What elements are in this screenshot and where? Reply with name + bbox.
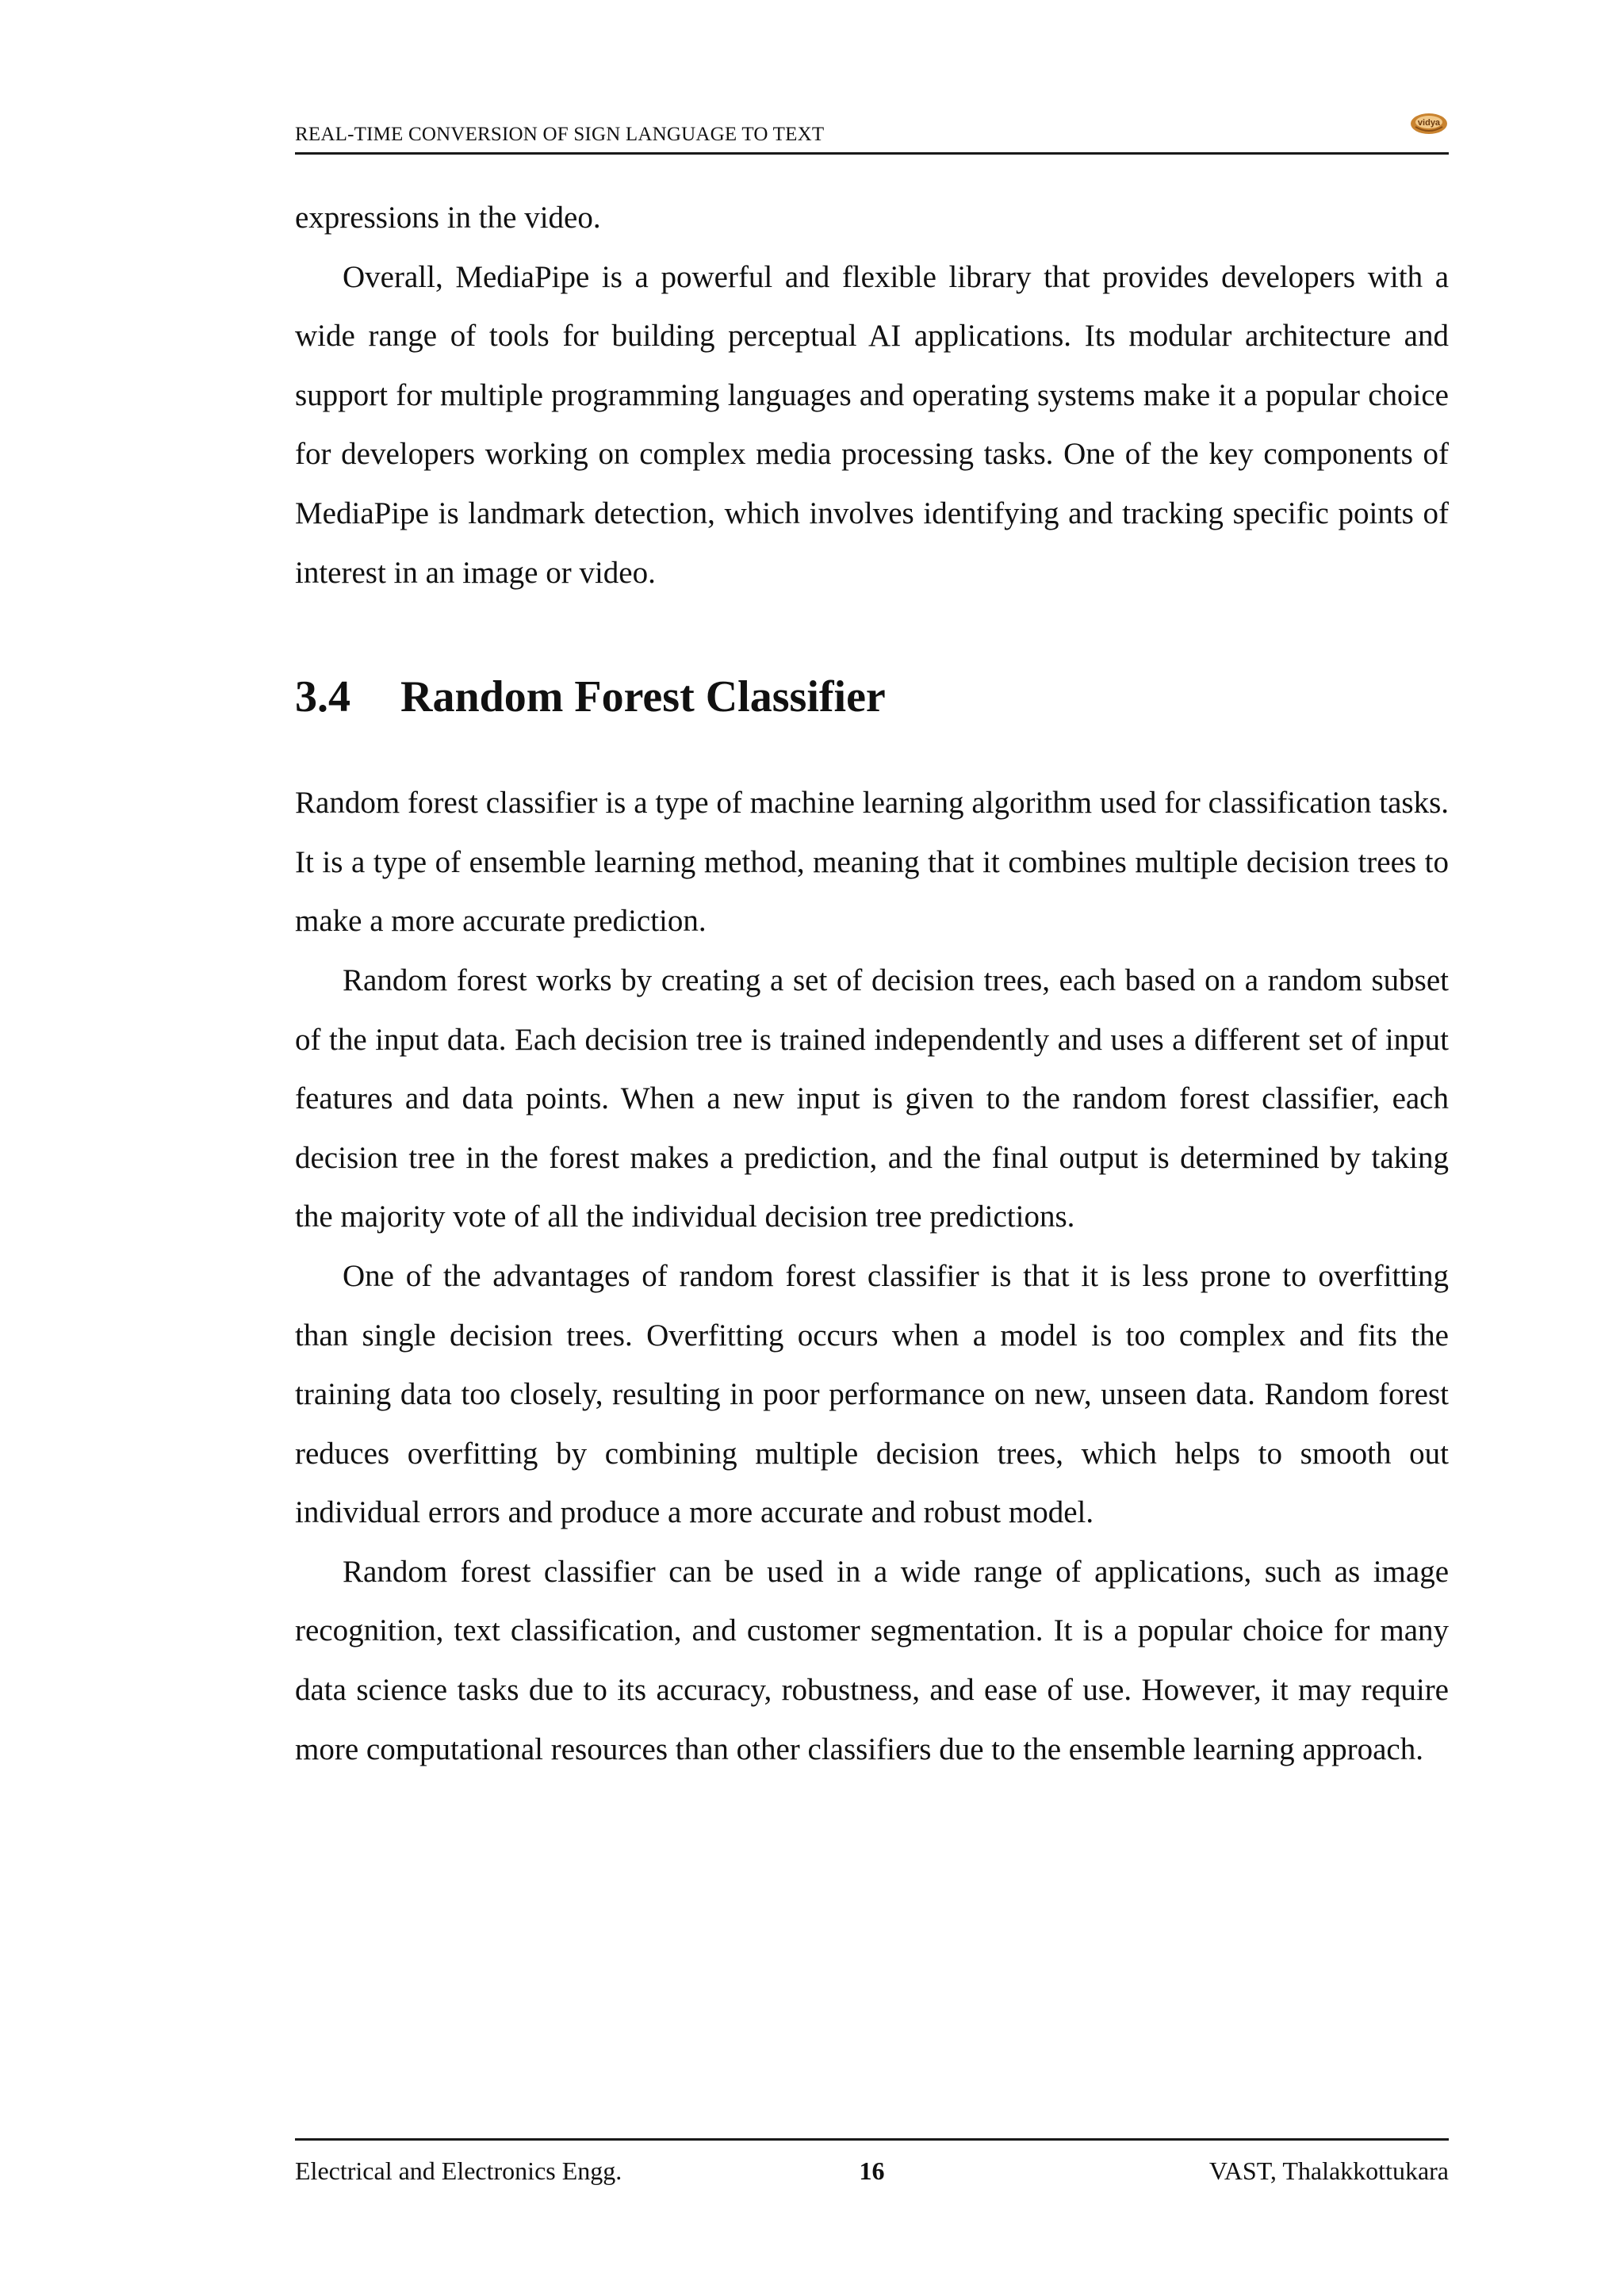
section-number: 3.4 [295,672,350,722]
section-heading [295,669,1449,725]
section-paragraphs [295,774,1449,1779]
page-footer [295,2138,1449,2188]
body-paragraph: Random forest classifier is a type of machine learning algorithm used for classification tasks. It is a type of ensemble learning method, meaning that it combines multiple decision trees to make a more accurate prediction. [295,786,1449,939]
page-header [295,111,1449,155]
body-paragraph: Random forest works by creating a set of decision trees, each based on a random subset of the input data. Each decision tree is trained independently and uses a different set of input features and data points. When a new input is given to the random forest classifier, each decision tree in the forest makes a prediction, and the final output is determined by taking the majority vote of all the individual decision tree predictions. [295,962,1449,1234]
running-title: REAL-TIME CONVERSION OF SIGN LANGUAGE TO TEXT [295,124,825,145]
page-body [295,189,1449,1779]
logo-text: vidya [1417,118,1441,128]
body-paragraph: One of the advantages of random forest classifier is that it is less prone to overfitting than single decision trees. Overfitting occurs when a model is too complex and fits the training data too closely, resulting in poor performance on new, unseen data. Random forest reduces overfitting by combining multiple decision trees, which helps to smooth out individual errors and produce a more accurate and robust model. [295,1258,1449,1530]
body-paragraph: expressions in the video. [295,201,601,235]
body-paragraph: Random forest classifier can be used in a wide range of applications, such as image recognition, text classification, and customer segmentation. It is a popular choice for many data science tasks due to its accuracy, robustness, and ease of use. However, it may require more computational resources than other classifiers due to the ensemble learning approach. [295,1554,1449,1766]
page-number: 16 [859,2156,885,2185]
section-title: Random Forest Classifier [400,672,886,722]
intro-paragraphs [295,189,1449,603]
department-name: Electrical and Electronics Engg. [295,2156,622,2185]
institution-logo-icon [1409,109,1449,136]
institution-name: VAST, Thalakkottukara [1208,2156,1449,2185]
body-paragraph: Overall, MediaPipe is a powerful and flexible library that provides developers with a wide range of tools for building perceptual AI applications. Its modular architecture and support for multiple programming languages and operating systems make it a popular choice for developers working on complex media processing tasks. One of the key components of MediaPipe is landmark detection, which involves identifying and tracking specific points of interest in an image or video. [295,259,1449,590]
